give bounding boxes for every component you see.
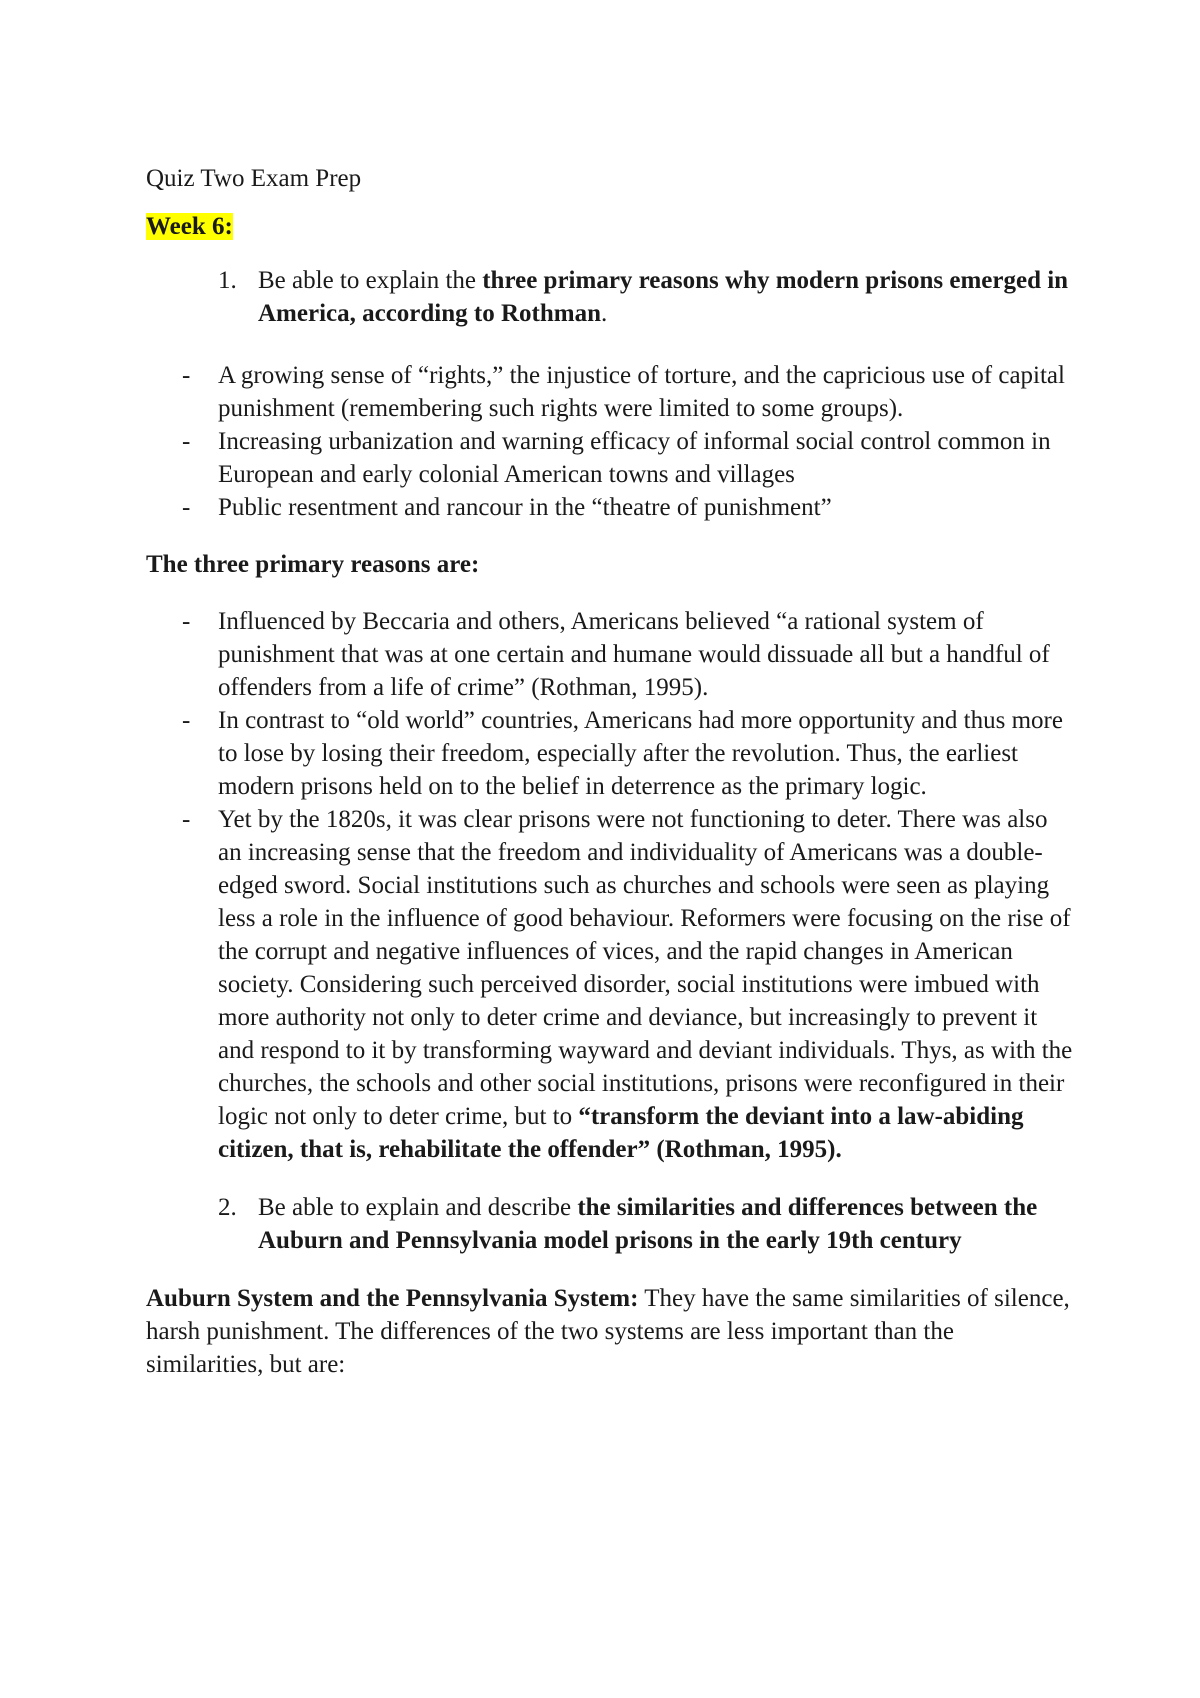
week-heading-highlight: Week 6:	[146, 213, 233, 240]
question-2-prefix: Be able to explain and describe	[258, 1194, 578, 1221]
list-item-bold-quote: “transform the deviant into a law-abiding citizen, that is, rehabilitate the offender” (Rothman, 1995).	[218, 1103, 1024, 1163]
auburn-heading: Auburn System and the Pennsylvania System:	[146, 1285, 639, 1312]
question-1-prefix: Be able to explain the	[258, 267, 483, 294]
dash-bullet: -	[182, 608, 191, 635]
document-body	[146, 162, 1076, 1381]
list-item-text: Increasing urbanization and warning efficacy of informal social control common in European and early colonial American towns and villages	[218, 428, 1051, 488]
section-heading: The three primary reasons are:	[146, 551, 480, 578]
question-2-bold: the similarities and differences between the Auburn and Pennsylvania model prisons in the early 19th century	[258, 1194, 1038, 1254]
question-2	[146, 1191, 1076, 1257]
question-1	[146, 264, 1076, 330]
list-item-text: Yet by the 1820s, it was clear prisons were not functioning to deter. There was also an increasing sense that the freedom and individuality of Americans was a double-edged sword. Social institutions such as churches and schools were seen as playing less a role in the influence of good behaviour. Reformers were focusing on the rise of the corrupt and negative influences of vices, and the rapid changes in American society. Considering such perceived disorder, social institutions were imbued with more authority not only to deter crime and deviance, but increasingly to prevent it and respond to it by transforming wayward and deviant individuals. Thys, as with the churches, the schools and other social institutions, prisons were reconfigured in their logic not only to deter crime, but to	[218, 806, 1073, 1130]
list-item-text: In contrast to “old world” countries, Americans had more opportunity and thus more to lose by losing their freedom, especially after the revolution. Thus, the earliest modern prisons held on to the belief in deterrence as the primary logic.	[218, 707, 1063, 800]
list-item	[146, 803, 1076, 1166]
list-item	[146, 704, 1076, 803]
dash-bullet: -	[182, 428, 191, 455]
list-item	[146, 425, 1076, 491]
week-heading	[146, 210, 1076, 243]
list-item-text: Public resentment and rancour in the “theatre of punishment”	[218, 494, 832, 521]
list-item-text: Influenced by Beccaria and others, Americans believed “a rational system of punishment that was at one certain and humane would dissuade all but a handful of offenders from a life of crime” (Rothman, 1995).	[218, 608, 1050, 701]
list-item	[146, 359, 1076, 425]
primary-reasons-list	[146, 605, 1076, 1166]
question-2-number: 2.	[218, 1194, 237, 1221]
question-1-suffix: .	[601, 300, 608, 327]
question-1-number: 1.	[218, 267, 237, 294]
list-item	[146, 605, 1076, 704]
dash-bullet: -	[182, 494, 191, 521]
dash-bullet: -	[182, 707, 191, 734]
reasons-list	[146, 359, 1076, 524]
auburn-text: They have the same similarities of silence, harsh punishment. The differences of the two systems are less important than the similarities, but are:	[146, 1285, 1070, 1378]
dash-bullet: -	[182, 362, 191, 389]
auburn-paragraph	[146, 1282, 1076, 1381]
dash-bullet: -	[182, 806, 191, 833]
document-title: Quiz Two Exam Prep	[146, 165, 362, 192]
list-item-text: A growing sense of “rights,” the injustice of torture, and the capricious use of capital punishment (remembering such rights were limited to some groups).	[218, 362, 1065, 422]
list-item	[146, 491, 1076, 524]
question-1-bold: three primary reasons why modern prisons emerged in America, according to Rothman	[258, 267, 1069, 327]
